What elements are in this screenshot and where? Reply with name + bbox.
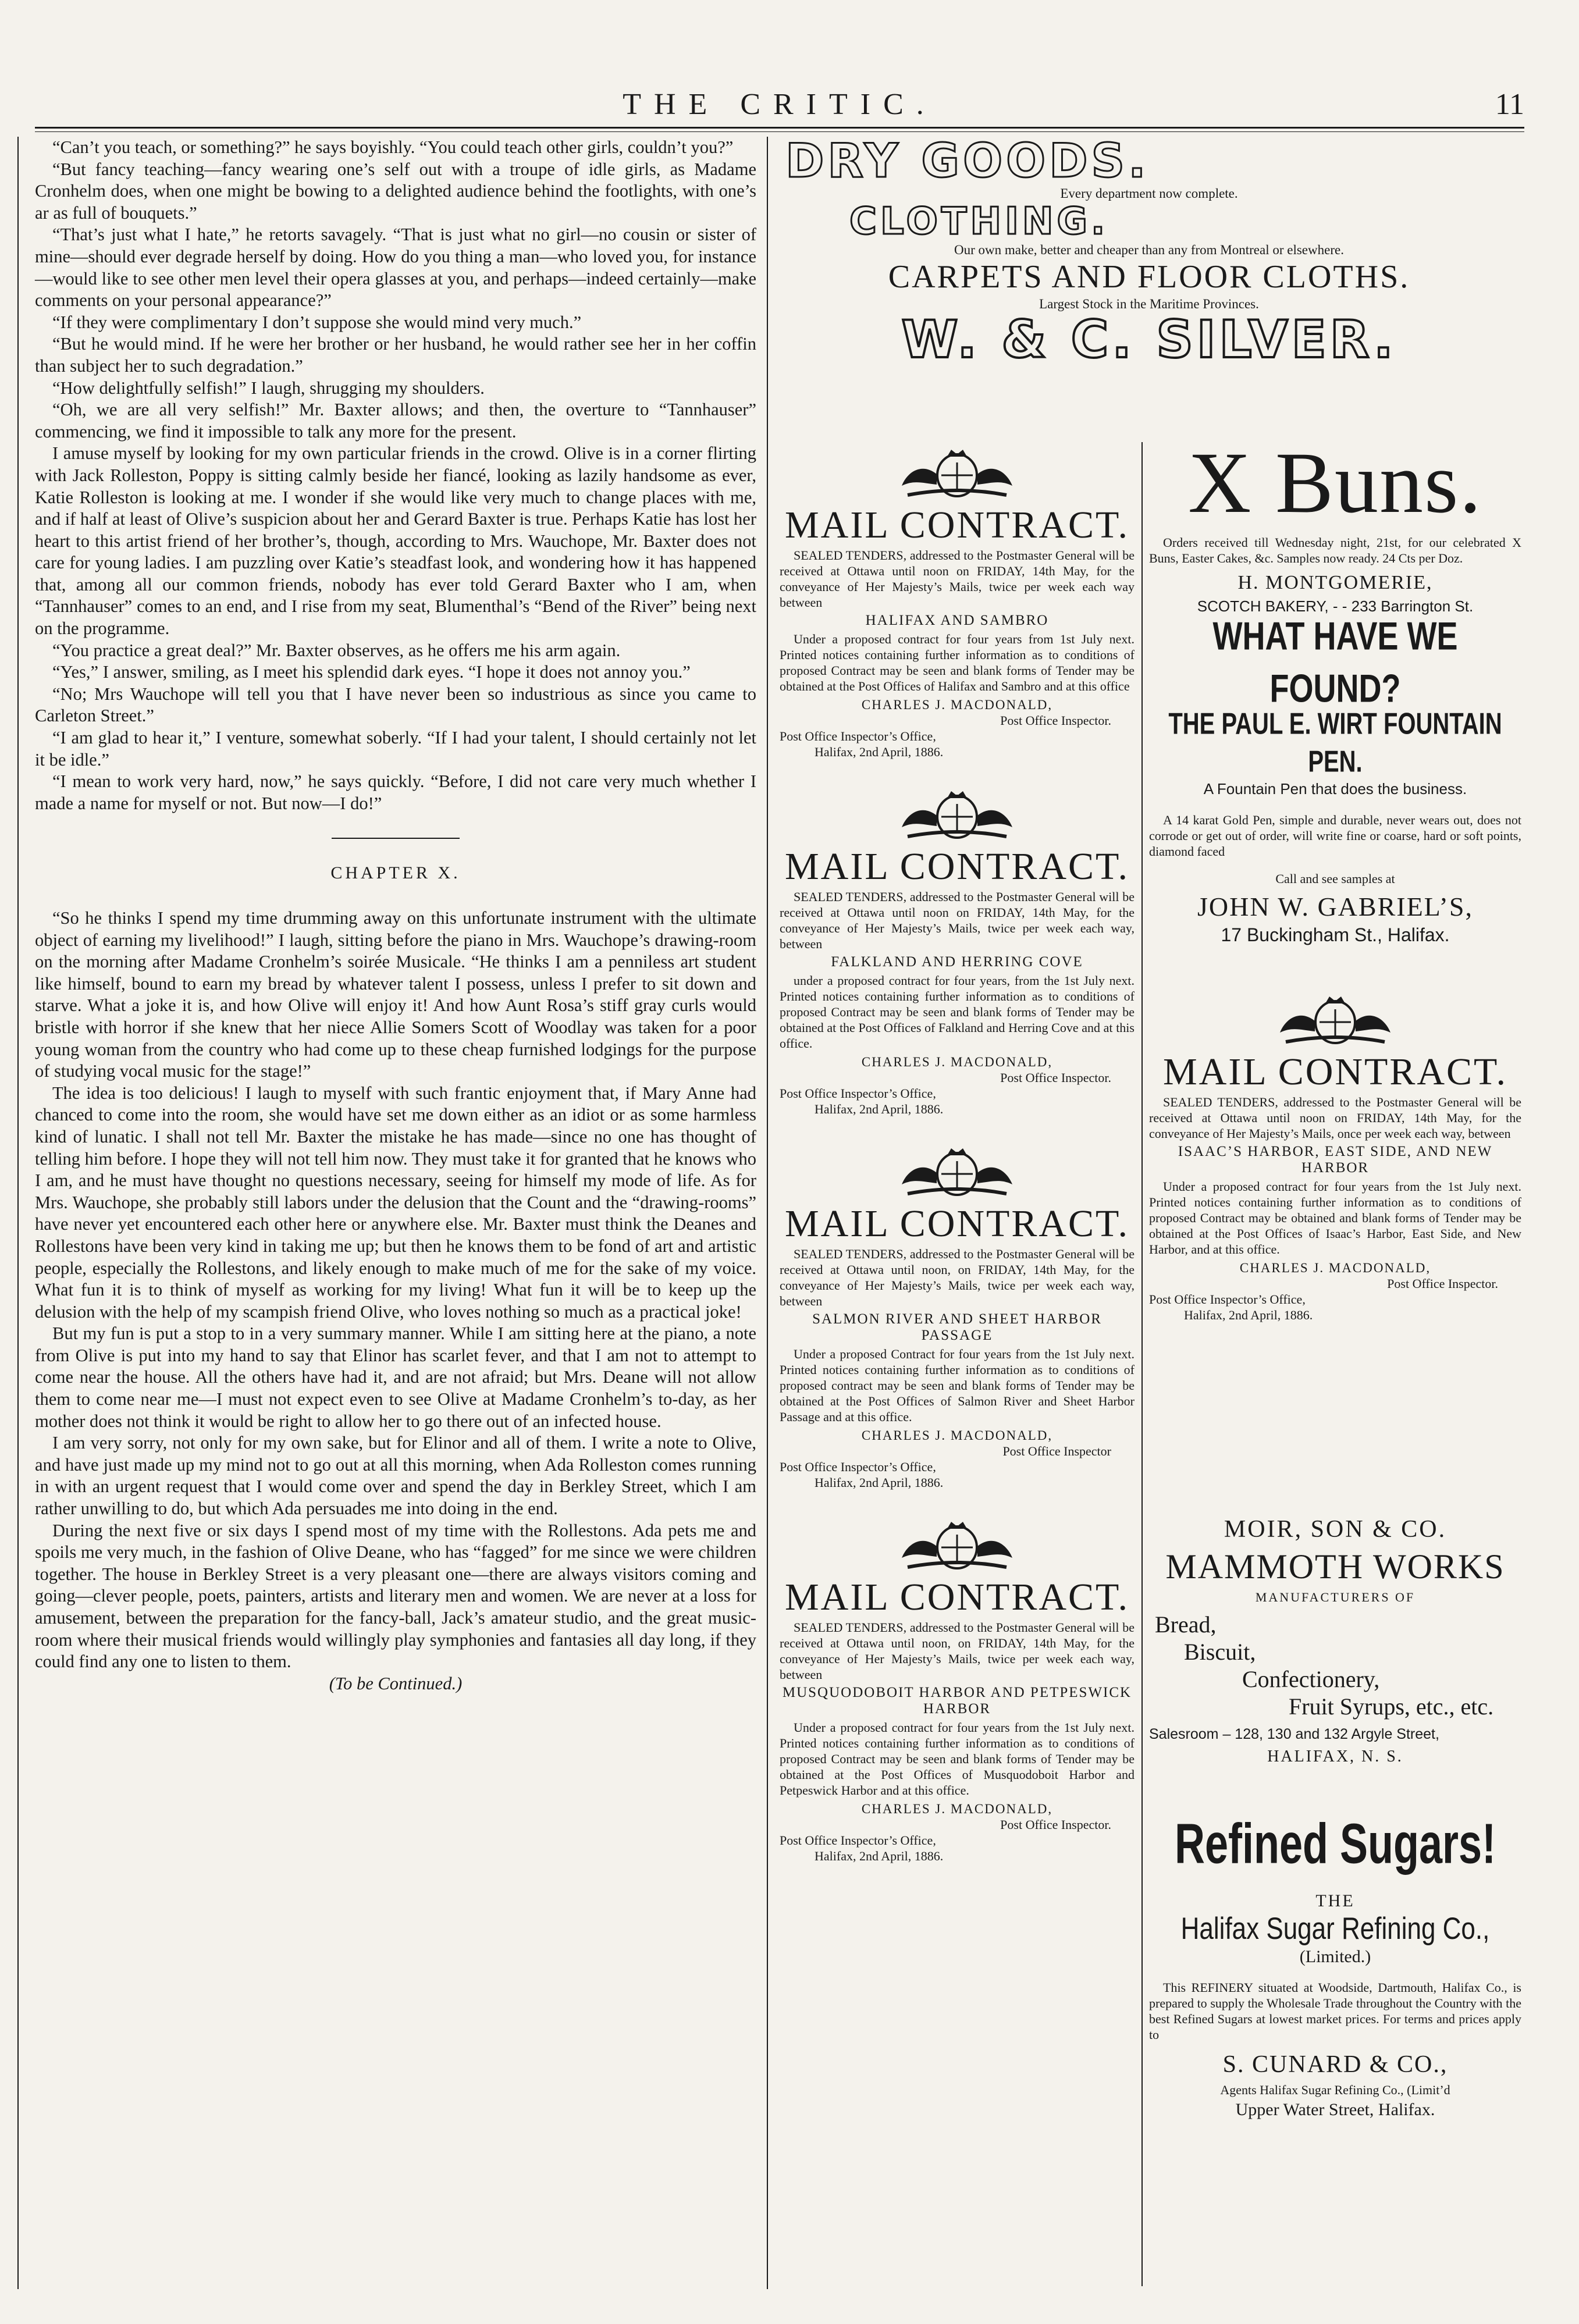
mail-contract-heading: MAIL CONTRACT.	[785, 1576, 1129, 1618]
masthead-rule-thin	[35, 131, 1524, 132]
story-paragraph: But my fun is put a stop to in a very summary manner. While I am sitting here at the piano, a note from Olive is put into my hand to say that Elinor has scarlet fever, and that I am not to attempt to come near the house. All the others have had it, and are not afraid; but Mrs. Deane will not allow them to come near me—I must not expect even to see Olive at Madame Cronhelm’s to-day, as her mother does not think it would be right to allow her to go there out of an infected house.	[35, 1323, 756, 1431]
mail-contract-signer: CHARLES J. MACDONALD,	[861, 1055, 1053, 1069]
mail-contract-office: Post Office Inspector’s Office,	[1149, 1292, 1306, 1307]
mail-contract-office: Post Office Inspector’s Office,	[780, 1086, 936, 1101]
sugar-agent: S. CUNARD & CO.,	[1222, 2051, 1448, 2078]
chapter-heading: CHAPTER X.	[330, 863, 461, 883]
clothing-heading: CLOTHING.	[849, 200, 1109, 243]
bakery-name: H. MONTGOMERIE,	[1237, 572, 1433, 593]
pen-heading-2: THE PAUL E. WIRT FOUNTAIN PEN.	[1168, 707, 1502, 779]
pen-address: 17 Buckingham St., Halifax.	[1221, 924, 1450, 945]
moir-item-3: Confectionery,	[1242, 1666, 1380, 1692]
story-paragraph: The idea is too delicious! I laugh to myself with such frantic enjoyment that, if Mary Anne had chanced to come into the room, she would have set me down either as an idiot or as some harmless kind of lunatic. I shall not tell Mr. Baxter the mistake he has made—since no one has thought of telling him before. I hope they will not tell him now. They must take it for granted that he knows who I am, and he must have thought no questions necessary, seeing for himself my mode of life. As for Mrs. Wauchope, she probably still labors under the delusion that the Count and the “drawing-rooms” have never yet encountered each other here or anywhere else. Mr. Baxter must think the Deanes and Rollestons have been very kind in taking me up; but then he knows them to be fond of art and artistic people, especially the Rollestons, and likely enough to make much of me for the sake of my voice. What fun it is to think of myself as working for my living! What fun it will be to keep up the delusion with the help of my scampish friend Olive, who loves nothing so much as a practical joke!	[35, 1083, 756, 1322]
mail-contract-signer: CHARLES J. MACDONALD,	[861, 1802, 1053, 1816]
column-divider-right	[1141, 442, 1143, 2286]
moir-item-4: Fruit Syrups, etc., etc.	[1289, 1693, 1494, 1720]
mail-contract-body: SEALED TENDERS, addressed to the Postmaster General will be received at Ottawa until noon, on FRIDAY, 14th May, for the conveyance of Her Majesty’s Mails, twice per week each way, between	[780, 1247, 1135, 1308]
moir-sub: MANUFACTURERS OF	[1255, 1590, 1416, 1604]
story-paragraph: “That’s just what I hate,” he retorts savagely. “That is just what no girl—no cousin or sister of mine—should ever degrade herself by doing. How do you thing a man—who loved you, for instance—would like to see other men level their opera glasses at you, and perhaps—indeed certainly—make comments on your personal appearance?”	[35, 225, 756, 311]
dry-goods-line1: Every department now complete.	[1060, 186, 1238, 201]
royal-crest-icon	[890, 1138, 1024, 1202]
mail-contract-body: SEALED TENDERS, addressed to the Postmaster General will be received at Ottawa until noon on FRIDAY, 14th May, for the conveyance of Her Majesty’s Mails, twice per week each way between	[780, 548, 1135, 610]
mail-contract-date: Halifax, 2nd April, 1886.	[815, 745, 944, 759]
dry-goods-heading: DRY GOODS.	[785, 134, 1150, 188]
story-paragraph: “Can’t you teach, or something?” he says boyishly. “You could teach other girls, couldn’t you?”	[52, 137, 734, 157]
page-number: 11	[1495, 88, 1524, 121]
mail-contract-heading: MAIL CONTRACT.	[785, 1202, 1129, 1245]
dry-goods-ad	[780, 134, 1524, 369]
mail-contract-ad	[780, 1138, 1135, 1490]
mail-contract-body-2: Under a proposed Contract for four years from the 1st July next. Printed notices containing further information as to conditions of proposed contract may be seen and blank forms of Tender may be obtained at the Post Offices of Salmon River and Sheet Harbor Passage and at this office.	[780, 1347, 1135, 1424]
mail-contract-date: Halifax, 2nd April, 1886.	[815, 1849, 944, 1863]
mail-contract-date: Halifax, 2nd April, 1886.	[815, 1475, 944, 1490]
pen-heading-1: WHAT HAVE WE FOUND?	[1212, 614, 1458, 711]
page-title: THE CRITIC.	[623, 88, 937, 121]
sugar-agent-line: Agents Halifax Sugar Refining Co., (Limit’d	[1220, 2083, 1450, 2097]
story-paragraph: “How delightfully selfish!” I laugh, shrugging my shoulders.	[52, 378, 485, 398]
mail-contract-route: MUSQUODOBOIT HARBOR AND PETPESWICK HARBOR	[782, 1685, 1132, 1717]
mail-contract-signer-title: Post Office Inspector.	[1000, 713, 1111, 728]
sugar-limited: (Limited.)	[1299, 1947, 1371, 1966]
mail-contract-route: ISAAC’S HARBOR, EAST SIDE, AND NEW HARBOR	[1178, 1144, 1493, 1176]
masthead	[35, 87, 1524, 128]
story-paragraph: “But he would mind. If he were her brother or her husband, he would rather see her in her coffin than subject her to such degradation.”	[35, 334, 756, 376]
mail-contract-office: Post Office Inspector’s Office,	[780, 729, 936, 743]
mail-contract-signer: CHARLES J. MACDONALD,	[861, 1428, 1053, 1443]
story-paragraph: “But fancy teaching—fancy wearing one’s self out with a troupe of idle girls, as Madame Cronhelm does, when one might be bowing to a delighted audience behind the footlights, with one’s ar as full of bouquets.”	[35, 159, 756, 223]
moir-salesroom: Salesroom – 128, 130 and 132 Argyle Street,	[1149, 1726, 1439, 1742]
mail-contract-body-2: Under a proposed contract for four years from 1st July next. Printed notices containing further information as to conditions of proposed Contract may be seen and blank forms of Tender may be obtained at the Post Offices of Halifax and Sambro and at this office	[780, 632, 1135, 693]
mail-contract-signer-title: Post Office Inspector.	[1387, 1276, 1498, 1291]
buns-ad	[1149, 435, 1521, 615]
story-paragraph: “I mean to work very hard, now,” he says quickly. “Before, I did not care very much whether I made a name for myself or not. But now—I do!”	[35, 771, 756, 813]
firm-name: W. & C. SILVER.	[901, 309, 1397, 369]
moir-heading: MOIR, SON & CO.	[1224, 1516, 1447, 1543]
mail-contract-right	[1149, 986, 1521, 1344]
mail-contract-body-2: Under a proposed contract for four years from the 1st July next. Printed notices containing further information as to conditions of proposed Contract may be obtained and blank forms of Tender may be obtained at the Post Offices of Isaac’s Harbor, East Side, and New Harbor, and at this office.	[1149, 1179, 1521, 1257]
buns-body: Orders received till Wednesday night, 21st, for our celebrated X Buns, Easter Cakes, &c. Samples now ready. 24 Cts per Doz.	[1149, 535, 1521, 565]
mail-contract-signer: CHARLES J. MACDONALD,	[861, 697, 1053, 712]
mail-contract-body: SEALED TENDERS, addressed to the Postmaster General will be received at Ottawa until noon, on FRIDAY, 14th May, for the conveyance of Her Majesty’s Mails, twice per week each way, between	[780, 1620, 1135, 1682]
continued-note: (To be Continued.)	[329, 1673, 463, 1693]
mail-contract-body-2: Under a proposed contract for four years from the 1st July next. Printed notices containing further information as to conditions of proposed Contract may be seen and blank forms of Tender may be obtained at the Post Offices of Musquodoboit Harbor and Petpeswick Harbor and at this office.	[780, 1720, 1135, 1798]
sugar-heading: Refined Sugars!	[1174, 1813, 1496, 1875]
mail-contract-body: SEALED TENDERS, addressed to the Postmaster General will be received at Ottawa until noon on FRIDAY, 14th May, for the conveyance of Her Majesty’s Mails, once per week each way, between	[1149, 1095, 1521, 1141]
mail-contract-route: SALMON RIVER AND SHEET HARBOR PASSAGE	[812, 1311, 1102, 1343]
mail-contracts-column	[780, 439, 1135, 1885]
sugar-body: This REFINERY situated at Woodside, Dartmouth, Halifax Co., is prepared to supply the Wholesale Trade throughout the Country with the best Refined Sugars at lowest market prices. For terms and prices apply to	[1149, 1980, 1521, 2042]
sugar-agent-address: Upper Water Street, Halifax.	[1235, 2100, 1435, 2119]
sugar-ad	[1149, 1812, 1521, 2120]
ads-column-right	[1149, 435, 1521, 2301]
column-divider-left	[767, 137, 768, 2289]
story-paragraph: “I am glad to hear it,” I venture, somewhat soberly. “If I had your talent, I should certainly not let it be idle.”	[35, 728, 756, 770]
mail-contract-date: Halifax, 2nd April, 1886.	[1184, 1308, 1313, 1322]
mail-contract-signer: CHARLES J. MACDONALD,	[1239, 1261, 1431, 1275]
moir-city: HALIFAX, N. S.	[1267, 1748, 1403, 1766]
sugar-the: THE	[1315, 1891, 1355, 1910]
story-paragraph: “Oh, we are all very selfish!” Mr. Baxter allows; and then, the overture to “Tannhauser” commencing, we find it impossible to talk any more for the present.	[35, 400, 756, 442]
royal-crest-icon	[890, 781, 1024, 845]
mail-contract-heading: MAIL CONTRACT.	[785, 845, 1129, 888]
carpets-heading: CARPETS AND FLOOR CLOTHS.	[888, 259, 1410, 295]
story-paragraph: I am very sorry, not only for my own sake, but for Elinor and all of them. I write a note to Olive, and have just made up my mind not to go out at all this morning, when Ada Rolleston comes running in with an urgent request that I would come over and spend the day in Berkley Street, which I am rather unwilling to do, but which Ada persuades me into doing in the end.	[35, 1433, 756, 1519]
moir-item-2: Biscuit,	[1184, 1639, 1256, 1665]
mail-contract-ad	[780, 1511, 1135, 1864]
dry-goods-line3: Largest Stock in the Maritime Provinces.	[1039, 297, 1259, 311]
pen-call: Call and see samples at	[1275, 871, 1395, 886]
mail-contract-office: Post Office Inspector’s Office,	[780, 1460, 936, 1474]
story-paragraph: I amuse myself by looking for my own particular friends in the crowd. Olive is in a corner flirting with Jack Rolleston, Poppy is sitting calmly beside her fiancé, looking as lazily handsome as ever, Katie Rolleston is looking at me. I wonder if she would like very much to change places with me, and if half at least of Olive’s suspicion about her and Gerard Baxter is true. Perhaps Katie has lost her heart to this artist friend of her brother’s, though, according to Mrs. Wauchope, Mr. Baxter does not care for young ladies. I am puzzling over Katie’s steadfast look, and wondering how it has happened that, among all our common friends, nobody has ever told Gerard Baxter who I am, when “Tannhauser” comes to an end, and I rise from my seat, Blumenthal’s “Bend of the River” being next on the programme.	[35, 443, 756, 639]
mail-contract-route: FALKLAND AND HERRING COVE	[831, 954, 1083, 970]
royal-crest-icon	[1268, 986, 1402, 1050]
bakery-address: SCOTCH BAKERY, - - 233 Barrington St.	[1197, 597, 1474, 615]
mail-contract-signer-title: Post Office Inspector.	[1000, 1070, 1111, 1085]
story-paragraph: “No; Mrs Wauchope will tell you that I have never been so industrious as since you came to Carleton Street.”	[35, 684, 756, 726]
masthead-rule	[35, 127, 1524, 129]
mail-contract-body-2: under a proposed contract for four years, from the 1st July next. Printed notices containing further information as to conditions of proposed Contract may be seen and blank forms of Tender may be obtained at the Post Offices of Falkland and Herring Cove and at this office.	[780, 973, 1135, 1051]
royal-crest-icon	[890, 1511, 1024, 1575]
story-part-two	[35, 907, 756, 1673]
mail-contract-ad	[780, 781, 1135, 1117]
sugar-company: Halifax Sugar Refining Co.,	[1180, 1912, 1490, 1946]
fountain-pen-ad	[1149, 614, 1521, 946]
mail-contract-ad	[780, 439, 1135, 760]
pen-tagline: A Fountain Pen that does the business.	[1203, 780, 1467, 798]
dry-goods-line2: Our own make, better and cheaper than any from Montreal or elsewhere.	[954, 243, 1344, 257]
story-part-one	[35, 137, 756, 814]
pen-body: A 14 karat Gold Pen, simple and durable, never wears out, does not corrode or get out of order, will write fine or coarse, hard or soft points, diamond faced	[1149, 813, 1521, 859]
page-edge-rule	[17, 137, 19, 2289]
mail-contract-heading: MAIL CONTRACT.	[785, 504, 1129, 546]
moir-ad	[1149, 1515, 1521, 1766]
story-paragraph: “If they were complimentary I don’t suppose she would mind very much.”	[52, 312, 582, 332]
story-paragraph: During the next five or six days I spend most of my time with the Rollestons. Ada pets me and spoils me very much, in the fashion of Olive Deane, who has “fagged” for me since we were children together. The house in Berkley Street is a very pleasant one—there are always visitors coming and going—clever people, poets, painters, artists and literary men and women. We are never at a loss for amusement, between the preparation for the fancy-ball, Jack’s amateur studio, and the great music-room where their musical friends would willingly play symphonies and fantasies all day long, if they could find any one to listen to them.	[35, 1520, 756, 1672]
mail-contract-heading: MAIL CONTRACT.	[1163, 1051, 1507, 1093]
buns-heading: X Buns.	[1188, 435, 1482, 531]
story-paragraph: “So he thinks I spend my time drumming away on this unfortunate instrument with the ultimate object of earning my livelihood!” I laugh, sitting before the piano in Mrs. Wauchope’s drawing-room on the morning after Madame Cronhelm’s soirée Musicale. “He thinks I am a penniless art student like himself, bound to earn my bread by whatever talent I possess, unless I prefer to sit down and starve. What a joke it is, and how Olive will enjoy it! And how Aunt Rosa’s stiff gray curls would bristle with horror if she knew that her niece Allie Somers Scott of Woodlay was taken for a poor young woman from the country who had come up to these cheap furnished lodgings for the purpose of studying vocal music for the stage!”	[35, 908, 756, 1081]
royal-crest-icon	[890, 439, 1024, 503]
mail-contract-route: HALIFAX AND SAMBRO	[865, 613, 1049, 628]
story-column	[35, 137, 756, 2301]
mail-contract-office: Post Office Inspector’s Office,	[780, 1833, 936, 1848]
moir-item-1: Bread,	[1155, 1611, 1217, 1638]
mail-contract-signer-title: Post Office Inspector.	[1000, 1817, 1111, 1832]
mail-contract-ad	[1149, 986, 1521, 1323]
mail-contract-date: Halifax, 2nd April, 1886.	[815, 1102, 944, 1116]
mail-contract-signer-title: Post Office Inspector	[1002, 1444, 1111, 1458]
mail-contract-body: SEALED TENDERS, addressed to the Postmaster General will be received at Ottawa until noon on FRIDAY, 14th May, for the conveyance of Her Majesty’s Mails, twice per week each way, between	[780, 889, 1135, 951]
chapter-separator	[332, 838, 460, 839]
pen-seller: JOHN W. GABRIEL’S,	[1197, 892, 1473, 921]
story-paragraph: “You practice a great deal?” Mr. Baxter observes, as he offers me his arm again.	[52, 640, 621, 660]
moir-works: MAMMOTH WORKS	[1165, 1547, 1505, 1586]
story-paragraph: “Yes,” I answer, smiling, as I meet his splendid dark eyes. “I hope it does not annoy you.”	[52, 662, 691, 682]
